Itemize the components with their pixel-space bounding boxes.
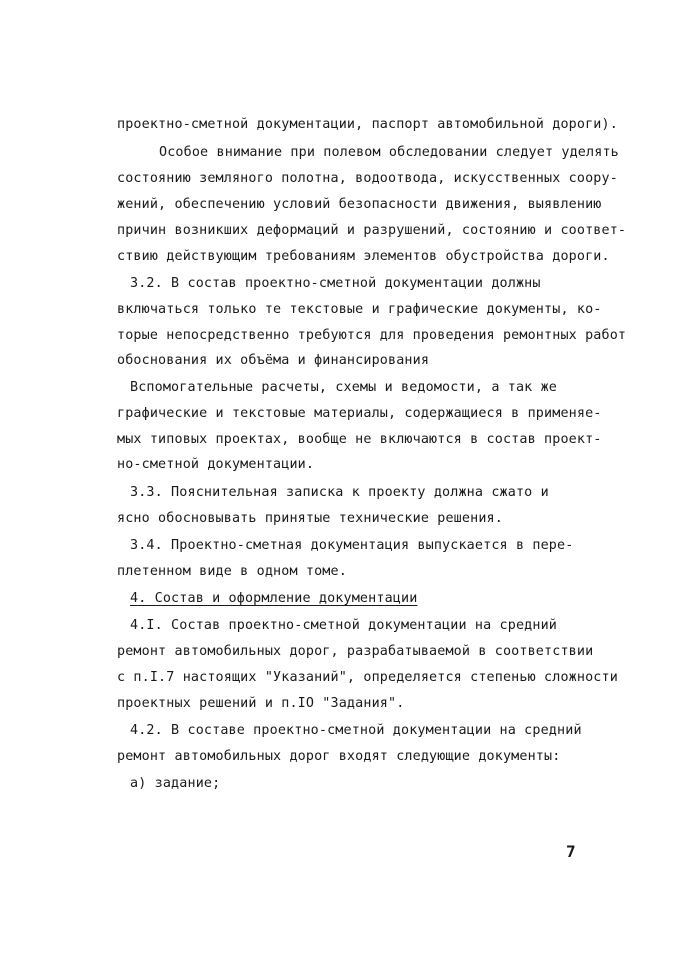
text-line-23: проектных решений и п.IO "Задания". xyxy=(117,696,405,711)
text-line-15: 3.3. Пояснительная записка к проекту должна сжато и xyxy=(130,485,549,500)
text-line-11: Вспомогательные расчеты, схемы и ведомости, а так же xyxy=(130,380,558,395)
text-line-13: мых типовых проектах, вообще не включаются в состав проект- xyxy=(117,432,602,447)
text-line-25: ремонт автомобильных дорог входят следующие документы: xyxy=(117,749,561,764)
text-line-10: обоснования их объёма и финансирования xyxy=(117,353,430,368)
text-line-8: включаться только те текстовые и графические документы, ко- xyxy=(117,302,602,317)
text-line-9: торые непосредственно требуются для проведения ремонтных работ xyxy=(117,328,627,343)
text-line-12: графические и текстовые материалы, содержащиеся в применяе- xyxy=(117,406,602,421)
text-line-16: ясно обосновывать принятые технические решения. xyxy=(117,511,503,526)
text-line-4: жений, обеспечению условий безопасности движения, выявлению xyxy=(117,197,602,212)
text-line-5: причин возникших деформаций и разрушений, состоянию и соответ- xyxy=(117,223,627,238)
text-line-20: 4.I. Состав проектно-сметной документации на средний xyxy=(130,618,558,633)
text-line-1: проектно-сметной документации, паспорт автомобильной дороги). xyxy=(117,117,618,132)
section-heading: 4. Состав и оформление документации xyxy=(130,591,418,606)
text-line-24: 4.2. В составе проектно-сметной документации на средний xyxy=(130,723,582,738)
text-line-7: 3.2. В состав проектно-сметной документации должны xyxy=(130,276,541,291)
text-line-6: ствию действующим требованиям элементов обустройства дороги. xyxy=(117,249,610,264)
text-line-3: состоянию земляного полотна, водоотвода, искусственных соору- xyxy=(117,171,618,186)
text-line-21: ремонт автомобильных дорог, разрабатываемой в соответствии xyxy=(117,644,594,659)
text-line-22: с п.I.7 настоящих "Указаний", определяется степенью сложности xyxy=(117,670,618,685)
text-line-2: Особое внимание при полевом обследовании следует уделять xyxy=(159,145,619,160)
text-line-14: но-сметной документации. xyxy=(117,457,315,472)
text-line-17: 3.4. Проектно-сметная документация выпускается в пере- xyxy=(130,538,574,553)
list-item-a: а) задание; xyxy=(130,776,221,791)
text-line-18: плетенном виде в одном томе. xyxy=(117,564,347,579)
page-number: 7 xyxy=(566,842,576,861)
